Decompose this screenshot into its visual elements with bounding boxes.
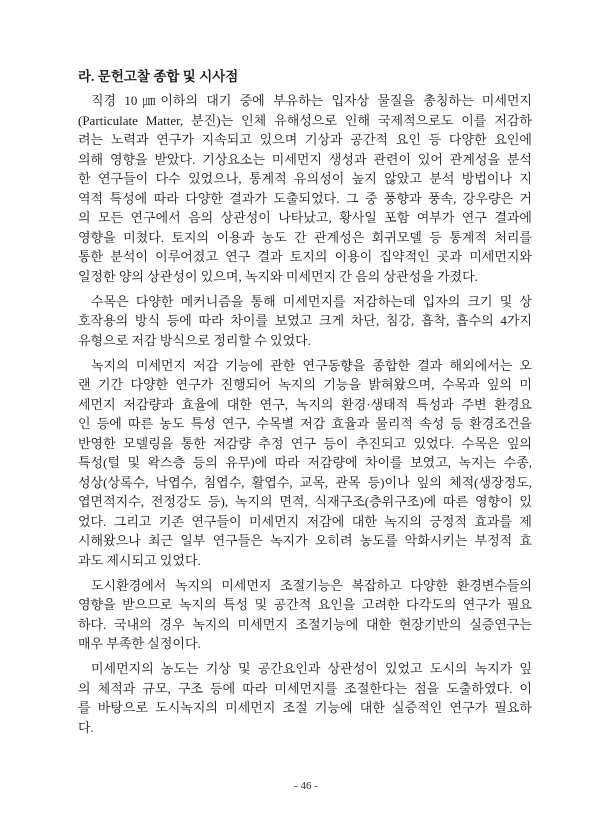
text-line: 영향을 미쳤다. 토지의 이용과 농도 간 관계성은 회귀모델 등 통계적 처리를 bbox=[78, 229, 532, 245]
text-line: 인 등에 따른 농도 특성 연구, 수목별 저감 효율과 물리적 속성 등 환경조건을 bbox=[78, 416, 532, 431]
text-line: 반영한 모델링을 통한 저감량 추정 연구 등이 추진되고 있었다. 수목은 잎의 bbox=[78, 435, 532, 451]
text-line: 특성(털 및 왁스층 등의 유무)에 따라 저감량에 차이를 보였고, 녹지는 수종, bbox=[78, 455, 532, 470]
text-line: 성상(상록수, 낙엽수, 침엽수, 활엽수, 교목, 관목 등)이나 잎의 체적(생장정도, bbox=[78, 474, 532, 490]
text-line: 역적 특성에 따라 다양한 결과가 도출되었다. 그 중 풍향과 풍속, 강우량은 거 bbox=[78, 190, 532, 206]
paragraph-3 bbox=[78, 356, 532, 571]
paragraph-4 bbox=[78, 576, 532, 654]
text-line: 려는 노력과 연구가 지속되고 있으며 기상과 공간적 요인 등 다양한 요인에 bbox=[78, 132, 532, 147]
text-line: 의해 영향을 받았다. 기상요소는 미세먼지 생성과 관련이 있어 관계성을 분석 bbox=[78, 151, 532, 167]
paragraph-2 bbox=[78, 292, 532, 351]
text-line: 녹지의 미세먼지 저감 기능에 관한 연구동향을 종합한 결과 해외에서는 오 bbox=[91, 357, 532, 373]
text-line: 의 모든 연구에서 음의 상관성이 나타났고, 황사일 포함 여부가 연구 결과에 bbox=[78, 210, 532, 225]
text-line: 랜 기간 다양한 연구가 진행되어 녹지의 기능을 밝혀왔으며, 수목과 잎의 미 bbox=[78, 377, 532, 392]
text-line: 다. bbox=[78, 719, 94, 735]
text-line: (Particulate Matter, 분진)는 인체 유해성으로 인해 국제적으로도 이를 저감하 bbox=[78, 112, 532, 128]
section-heading: 라. 문헌고찰 종합 및 시사점 bbox=[78, 69, 239, 84]
text-line: 호작용의 방식 등에 따라 차이를 보였고 크게 차단, 침강, 흡착, 흡수의 4가지 bbox=[78, 313, 532, 328]
text-line: 수목은 다양한 메커니즘을 통해 미세먼지를 저감하는데 입자의 크기 및 상 bbox=[91, 293, 532, 309]
paragraph-5 bbox=[78, 659, 532, 737]
text-line: 를 바탕으로 도시녹지의 미세먼지 조절 기능에 대한 실증적인 연구가 필요하 bbox=[78, 700, 532, 715]
text-line: 시해왔으나 최근 일부 연구들은 녹지가 오히려 농도를 악화시키는 부정적 효 bbox=[78, 533, 532, 548]
paragraph-1 bbox=[78, 91, 532, 286]
text-line: 도시환경에서 녹지의 미세먼지 조절기능은 복잡하고 다양한 환경변수들의 bbox=[91, 577, 532, 593]
section-body bbox=[78, 67, 532, 737]
text-line: 었다. 그리고 기존 연구들이 미세먼지 저감에 대한 녹지의 긍정적 효과를 제 bbox=[78, 513, 532, 529]
text-line: 영향을 받으므로 녹지의 특성 및 공간적 요인을 고려한 다각도의 연구가 필요 bbox=[78, 597, 532, 612]
text-line: 미세먼지의 농도는 기상 및 공간요인과 상관성이 있었고 도시의 녹지가 잎 bbox=[91, 661, 532, 676]
text-line: 한 연구들이 다수 있었으나, 통계적 유의성이 높지 않았고 분석 방법이나 지 bbox=[78, 171, 532, 186]
text-line: 엽면적지수, 전정강도 등), 녹지의 면적, 식재구조(층위구조)에 따른 영향이 있 bbox=[78, 494, 532, 509]
text-line: 일정한 양의 상관성이 있으며, 녹지와 미세먼지 간 음의 상관성을 가졌다. bbox=[78, 268, 478, 284]
text-line: 직경 10㎛이하의 대기 중에 부유하는 입자상 물질을 총칭하는 미세먼지 bbox=[91, 93, 532, 108]
text-line: 매우 부족한 실정이다. bbox=[78, 636, 201, 651]
page-number: - 46 - bbox=[294, 780, 318, 792]
text-line: 하다. 국내의 경우 녹지의 미세먼지 조절기능에 대한 현장기반의 실증연구는 bbox=[78, 616, 532, 632]
text-line: 과도 제시되고 있었다. bbox=[78, 552, 201, 568]
text-line: 유형으로 저감 방식으로 정리할 수 있었다. bbox=[78, 332, 311, 348]
text-line: 통한 분석이 이루어졌고 연구 결과 토지의 이용이 집약적인 곳과 미세먼지와 bbox=[78, 249, 532, 264]
text-line: 세먼지 저감량과 효율에 대한 연구, 녹지의 환경·생태적 특성과 주변 환경요 bbox=[78, 396, 532, 412]
text-line: 의 체적과 규모, 구조 등에 따라 미세먼지를 조절한다는 점을 도출하였다. 이 bbox=[78, 680, 532, 696]
